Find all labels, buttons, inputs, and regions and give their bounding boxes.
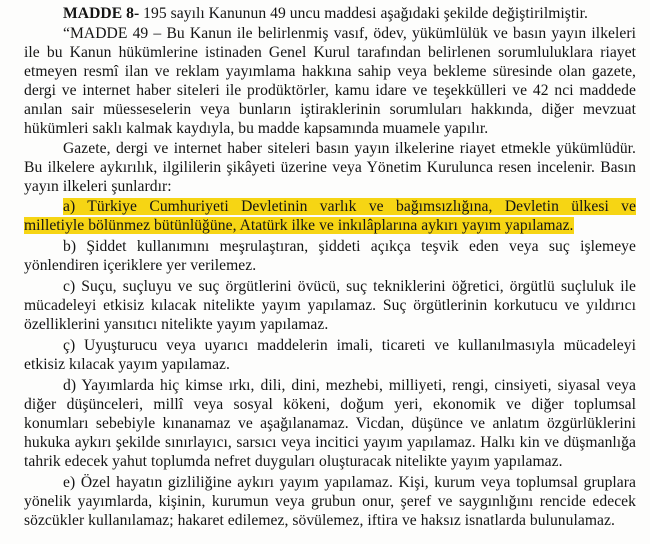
item-c-line: özelliklerini yansıtıcı nitelikte yayım yapılamaz.: [24, 316, 329, 333]
item-d-line: tahrik edecek yahut toplumda nefret duyguları oluşturacak nitelikte yayım yapılamaz.: [24, 453, 563, 470]
article-heading-line: [63, 4, 636, 23]
item-b-line: yönlendiren içeriklere yer verilemez.: [24, 257, 257, 274]
item-e-line: yönelik yayımlarda, kişinin, kurumun veya grubun onur, şeref ve saygınlığını rencide edecek: [24, 493, 636, 510]
item-b-line: b) Şiddet kullanımını meşrulaştıran, şiddeti açıkça teşvik eden veya suç işlemeye: [63, 238, 636, 255]
item-d-line: d) Yayımlarda hiç kimse ırkı, dili, dini, mezhebi, milliyeti, rengi, cinsiyeti, siyasal veya: [63, 377, 636, 394]
paragraph-line: anılan sair müesseselerin veya bunların iştiraklerinin sorumluları hakkında, diğer mevzuat: [24, 101, 636, 118]
item-e-line: e) Özel hayatın gizliliğine aykırı yayım yapılamaz. Kişi, kurum veya toplumsal gruplara: [63, 474, 636, 491]
item-cc-line: etkisiz kılacak yayım yapılamaz.: [24, 356, 230, 373]
item-c-line: mücadeleyi etkisiz kılacak nitelikte yayım yapılamaz. Suç örgütlerinin korkutucu ve yıldırıcı: [24, 297, 636, 314]
item-cc-line: ç) Uyuşturucu veya uyarıcı maddelerin imali, ticareti ve kullanılmasıyla mücadeleyi: [63, 337, 636, 354]
item-a-line-2: [24, 216, 636, 235]
item-e-line: sözcükler kullanılamaz; hakaret edilemez, sövülemez, iftira ve haksız isnatlarda bulunulamaz.: [24, 512, 615, 529]
highlighted-text: milletiyle bölünmez bütünlüğüne, Atatürk ilke ve inkılâplarına aykırı yayım yapılamaz.: [24, 217, 574, 234]
paragraph-line: yayın ilkeleri şunlardır:: [24, 178, 172, 195]
paragraph-line: Bu ilkelere aykırılık, ilgililerin şikâyeti üzerine veya Yönetim Kurulunca resen incelenir. Basın: [24, 159, 636, 176]
paragraph-line: ile bu Kanun hükümlerine istinaden Genel Kurul tarafından belirlenen sorumluluklara riayet: [24, 44, 636, 61]
article-heading-text: 195 sayılı Kanunun 49 uncu maddesi aşağıdaki şekilde değiştirilmiştir.: [139, 5, 588, 22]
paragraph-line: dergi ve internet haber siteleri ile prodüktörler, kamu idare ve teşekkülleri ve 42 nci maddede: [24, 82, 636, 99]
item-a-line-1: [63, 197, 636, 216]
paragraph-line: Gazete, dergi ve internet haber siteleri basın yayın ilkelerine riayet etmekle yükümlüdür.: [63, 140, 636, 157]
paragraph-line: etmeyen resmî ilan ve reklam yayımlama hakkına sahip veya bekleme süresinde olan gazete,: [24, 63, 636, 80]
paragraph-line: “MADDE 49 – Bu Kanun ile belirlenmiş vasıf, ödev, yükümlülük ve basın yayın ilkeleri: [63, 25, 636, 42]
item-d-line: hukuka aykırı şekilde sınırlayıcı, sarsıcı veya incitici yayım yapılamaz. Halkı kin ve düşmanlığa: [24, 434, 636, 451]
item-c-line: c) Suçu, suçluyu ve suç örgütlerini övücü, suç tekniklerini öğretici, örgütlü suçluluk ile: [63, 278, 636, 295]
item-d-line: konumları sebebiyle kınanamaz ve aşağılanamaz. Vicdan, düşünce ve anlatım özgürlüklerini: [24, 415, 636, 432]
article-heading: MADDE 8-: [63, 5, 140, 22]
highlighted-text: a) Türkiye Cumhuriyeti Devletinin varlık ve bağımsızlığına, Devletin ülkesi ve: [63, 198, 636, 215]
paragraph-line: hükümleri saklı kalmak kaydıyla, bu madde kapsamında muamele yapılır.: [24, 120, 489, 137]
item-d-line: diğer düşünceleri, millî veya sosyal kökeni, doğum yeri, ekonomik ve diğer toplumsal: [24, 396, 636, 413]
